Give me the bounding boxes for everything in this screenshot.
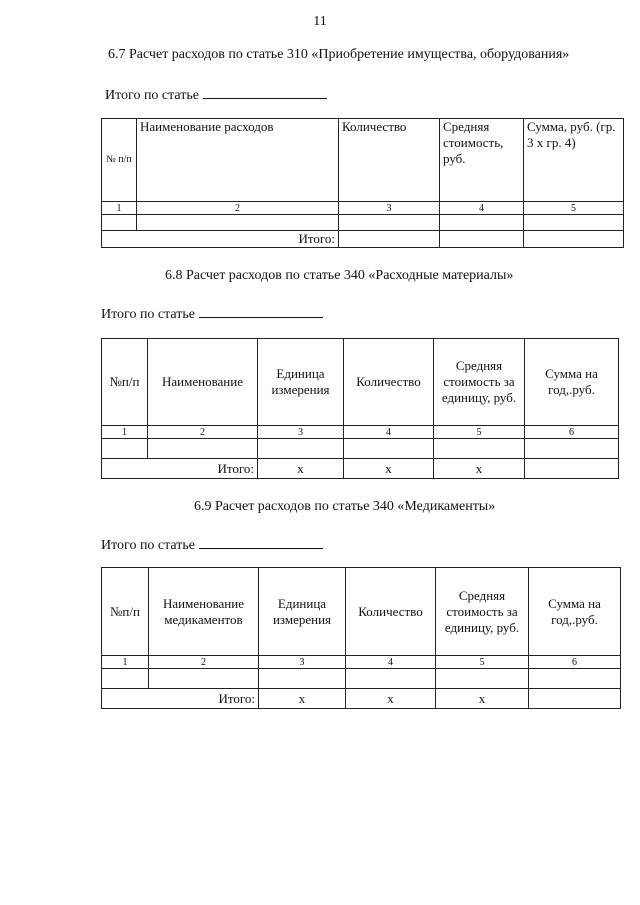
table-total-cell: х: [434, 459, 525, 479]
column-number-row: [102, 656, 621, 669]
table-row: [102, 669, 621, 689]
table-cell: [102, 689, 149, 709]
table-header-row: [102, 339, 619, 426]
table-cell[interactable]: [102, 215, 137, 231]
column-header-avg-cost: Средняя стоимость за единицу, руб.: [434, 339, 525, 426]
column-header-number: №п/п: [102, 568, 149, 656]
article-total-line-6-9: [101, 536, 323, 554]
table-total-cell: х: [436, 689, 529, 709]
column-header-unit: Единица измерения: [259, 568, 346, 656]
table-cell: [102, 231, 137, 248]
table-cell[interactable]: [440, 215, 524, 231]
article-total-blank[interactable]: [199, 305, 323, 318]
column-number: 3: [339, 202, 440, 215]
table-total-cell: х: [346, 689, 436, 709]
table-total-cell: х: [259, 689, 346, 709]
table-cell[interactable]: [436, 669, 529, 689]
column-header-quantity: Количество: [339, 119, 440, 202]
table-total-cell: х: [344, 459, 434, 479]
article-total-label: Итого по статье: [101, 538, 196, 553]
table-total-row: [102, 459, 619, 479]
table-cell: [102, 459, 148, 479]
column-header-quantity: Количество: [346, 568, 436, 656]
table-cell[interactable]: [259, 669, 346, 689]
table-cell[interactable]: [525, 439, 619, 459]
article-total-line-6-8: [101, 305, 323, 323]
column-header-sum: Сумма, руб. (гр. 3 х гр. 4): [524, 119, 624, 202]
column-header-number: № п/п: [102, 119, 137, 202]
expense-table-6-9: [101, 567, 621, 709]
article-total-label: Итого по статье: [105, 88, 200, 103]
section-heading-6-7: 6.7 Расчет расходов по статье 310 «Приобретение имущества, оборудования»: [108, 47, 570, 62]
table-total-cell[interactable]: [529, 689, 621, 709]
column-number: 3: [258, 426, 344, 439]
table-cell[interactable]: [529, 669, 621, 689]
column-number-row: [102, 426, 619, 439]
article-total-label: Итого по статье: [101, 307, 196, 322]
column-number: 6: [529, 656, 621, 669]
column-header-name: Наименование медикаментов: [149, 568, 259, 656]
article-total-blank[interactable]: [199, 536, 323, 549]
column-header-quantity: Количество: [344, 339, 434, 426]
column-header-unit: Единица измерения: [258, 339, 344, 426]
table-row: [102, 215, 624, 231]
table-cell[interactable]: [258, 439, 344, 459]
table-total-cell[interactable]: [524, 231, 624, 248]
table-header-row: [102, 119, 624, 202]
table-cell[interactable]: [148, 439, 258, 459]
expense-table-6-7: [101, 118, 624, 248]
expense-table-6-8: [101, 338, 619, 479]
column-header-sum: Сумма на год,.руб.: [525, 339, 619, 426]
column-number: 5: [436, 656, 529, 669]
table-total-label: Итого:: [137, 231, 339, 248]
table-cell[interactable]: [102, 439, 148, 459]
column-number: 6: [525, 426, 619, 439]
table-total-cell[interactable]: [525, 459, 619, 479]
table-cell[interactable]: [149, 669, 259, 689]
table-total-cell: х: [258, 459, 344, 479]
column-number: 5: [434, 426, 525, 439]
table-total-row: [102, 689, 621, 709]
column-number: 4: [344, 426, 434, 439]
article-total-line-6-7: [105, 86, 327, 104]
column-number: 1: [102, 426, 148, 439]
column-number-row: [102, 202, 624, 215]
column-number: 4: [346, 656, 436, 669]
table-cell[interactable]: [346, 669, 436, 689]
column-number: 3: [259, 656, 346, 669]
column-number: 4: [440, 202, 524, 215]
table-cell[interactable]: [137, 215, 339, 231]
column-number: 2: [149, 656, 259, 669]
article-total-blank[interactable]: [203, 86, 327, 99]
column-number: 1: [102, 202, 137, 215]
table-total-cell[interactable]: [440, 231, 524, 248]
page-number: 11: [313, 14, 327, 29]
table-total-label: Итого:: [148, 459, 258, 479]
table-cell[interactable]: [102, 669, 149, 689]
column-header-name: Наименование расходов: [137, 119, 339, 202]
table-total-label: Итого:: [149, 689, 259, 709]
table-cell[interactable]: [524, 215, 624, 231]
section-heading-6-9: 6.9 Расчет расходов по статье 340 «Медикаменты»: [194, 499, 496, 514]
table-cell[interactable]: [344, 439, 434, 459]
section-heading-6-8: 6.8 Расчет расходов по статье 340 «Расходные материалы»: [165, 268, 514, 283]
column-number: 5: [524, 202, 624, 215]
column-number: 2: [148, 426, 258, 439]
table-total-cell[interactable]: [339, 231, 440, 248]
column-header-number: №п/п: [102, 339, 148, 426]
table-header-row: [102, 568, 621, 656]
column-header-avg-cost: Средняя стоимость, руб.: [440, 119, 524, 202]
table-cell[interactable]: [339, 215, 440, 231]
column-number: 2: [137, 202, 339, 215]
table-cell[interactable]: [434, 439, 525, 459]
table-row: [102, 439, 619, 459]
column-number: 1: [102, 656, 149, 669]
column-header-avg-cost: Средняя стоимость за единицу, руб.: [436, 568, 529, 656]
table-total-row: [102, 231, 624, 248]
column-header-name: Наименование: [148, 339, 258, 426]
column-header-sum: Сумма на год,.руб.: [529, 568, 621, 656]
